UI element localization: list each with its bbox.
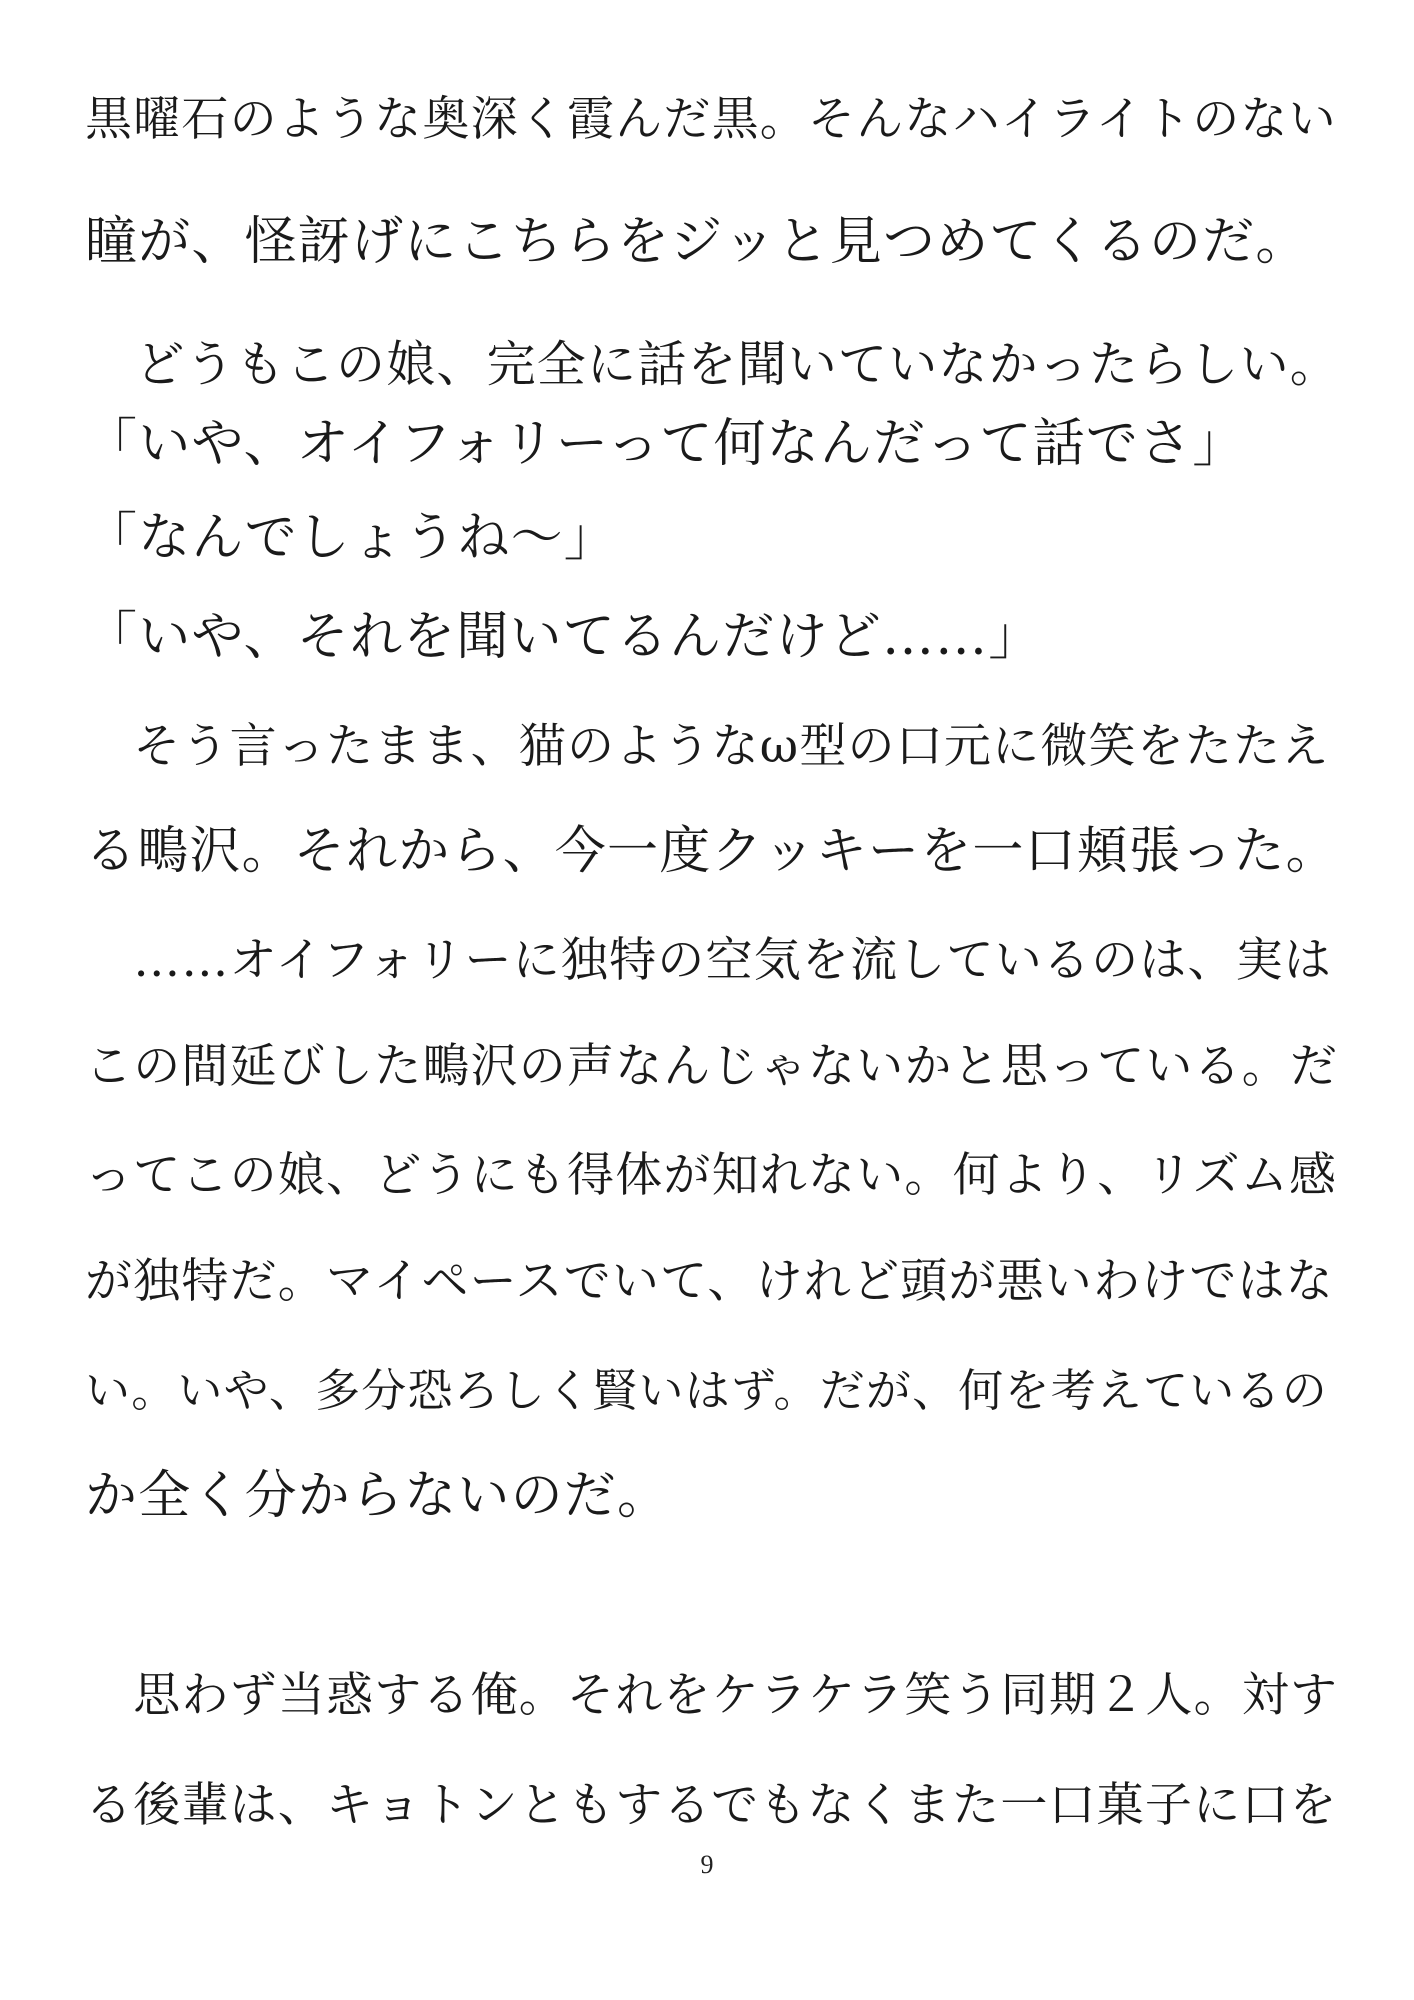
text-line: が独特だ。マイペースでいて、けれど頭が悪いわけではな <box>85 1254 1334 1309</box>
text-line: 瞳が、怪訝げにこちらをジッと見つめてくるのだ。 <box>85 212 1309 272</box>
text-line: 「なんでしょうね～」 <box>85 508 618 568</box>
text-line: どうもこの娘、完全に話を聞いていなかったらしい。 <box>85 336 1341 393</box>
text-line: か全く分からないのだ。 <box>85 1466 671 1526</box>
text-line <box>85 1565 1345 1637</box>
text-line: 思わず当惑する俺。それをケラケラ笑う同期２人。対す <box>85 1668 1339 1723</box>
text-line: 「いや、オイフォリーって何なんだって話でさ」 <box>85 414 1246 474</box>
text-line: この間延びした鴫沢の声なんじゃないかと思っている。だ <box>85 1039 1339 1094</box>
text-line: い。いや、多分恐ろしく賢いはず。だが、何を考えているの <box>85 1364 1328 1417</box>
text-line: る鴫沢。それから、今一度クッキーを一口頬張った。 <box>85 822 1338 881</box>
page-number: 9 <box>700 1850 714 1879</box>
text-line: そう言ったまま、猫のようなω型の口元に微笑をたたえ <box>85 719 1330 774</box>
text-line: ……オイフォリーに独特の空気を流しているのは、実は <box>85 933 1333 988</box>
text-line: る後輩は、キョトンともするでもなくまた一口菓子に口を <box>85 1778 1338 1833</box>
text-line: ってこの娘、どうにも得体が知れない。何より、リズム感 <box>85 1148 1338 1203</box>
text-line: 黒曜石のような奥深く霞んだ黒。そんなハイライトのない <box>85 92 1337 147</box>
text-line: 「いや、それを聞いてるんだけど……」 <box>85 607 1042 667</box>
